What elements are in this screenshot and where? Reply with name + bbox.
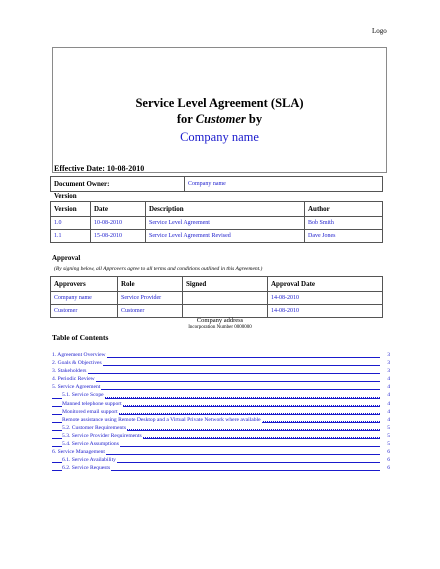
toc-entry-label: 5.2. Customer Requirements — [62, 424, 127, 431]
toc-entry[interactable] — [52, 359, 390, 367]
column-header: Approvers — [51, 277, 118, 292]
toc-page-number: 5 — [387, 424, 390, 431]
toc-entry-label: Manned telephone support — [62, 400, 122, 407]
toc-leader — [52, 373, 380, 374]
column-header: Signed — [183, 277, 268, 292]
column-header: Author — [305, 202, 383, 217]
document-subtitle: for Customer by — [176, 112, 263, 126]
toc-page-number: 3 — [387, 352, 390, 358]
toc-entry[interactable] — [52, 464, 390, 472]
toc-entry-label: Remote assistance using Remote Desktop and a Virtual Private Network where available — [62, 416, 261, 423]
version-heading: Version — [54, 192, 77, 200]
table-cell[interactable]: 14-08-2010 — [268, 292, 383, 305]
toc-entry-label: 5.1. Service Scope — [62, 392, 104, 399]
document-title: Service Level Agreement (SLA) — [135, 96, 304, 110]
toc-leader — [52, 381, 380, 382]
toc-entry-label: 1. Agreement Overview — [52, 352, 106, 358]
table-cell[interactable]: Service Provider — [118, 292, 183, 305]
table-cell[interactable]: 1.1 — [51, 230, 91, 243]
toc-entry-label: 5.3. Service Provider Requirements — [62, 432, 142, 439]
effective-date: Effective Date: 10-08-2010 — [54, 164, 145, 173]
toc-entry-label: 2. Goals & Objectives — [52, 360, 102, 367]
toc-page-number: 4 — [387, 384, 390, 391]
toc-entry-label: 6. Service Management — [52, 449, 105, 456]
table-cell[interactable]: Bob Smith — [305, 217, 383, 230]
toc-page-number: 5 — [387, 441, 390, 448]
owner-label: Document Owner: — [51, 177, 185, 192]
table-header-row — [51, 202, 383, 217]
column-header: Version — [51, 202, 91, 217]
toc-entry[interactable] — [52, 351, 390, 359]
toc-entry[interactable] — [52, 448, 390, 456]
toc-entry[interactable] — [52, 367, 390, 375]
table-row — [51, 177, 383, 192]
toc-entry[interactable] — [52, 408, 390, 416]
column-header: Description — [146, 202, 305, 217]
table-row — [51, 230, 383, 243]
toc-entry[interactable] — [52, 424, 390, 432]
toc-page-number: 3 — [387, 368, 390, 375]
toc-entry[interactable] — [52, 400, 390, 408]
owner-value[interactable]: Company name — [185, 177, 383, 192]
table-header-row — [51, 277, 383, 292]
document-owner-table — [50, 176, 383, 192]
toc-entry[interactable] — [52, 440, 390, 448]
table-row — [51, 292, 383, 305]
toc-entry-label: 4. Periodic Review — [52, 376, 95, 383]
toc-page-number: 6 — [387, 449, 390, 456]
toc-page-number: 4 — [387, 392, 390, 399]
toc-page-number: 6 — [387, 465, 390, 472]
toc-entry-label: 6.2. Service Requests — [62, 465, 111, 472]
toc-page-number: 4 — [387, 376, 390, 383]
toc-page-number: 6 — [387, 457, 390, 464]
toc-entry[interactable] — [52, 456, 390, 464]
toc-page-number: 5 — [387, 432, 390, 439]
incorporation-number: Incorporation Number 0000000 — [188, 325, 252, 330]
table-cell[interactable]: 14-08-2010 — [268, 305, 383, 318]
table-cell[interactable]: Service Level Agreement — [146, 217, 305, 230]
table-cell[interactable]: 1.0 — [51, 217, 91, 230]
column-header: Date — [91, 202, 146, 217]
approval-heading: Approval — [52, 254, 81, 262]
toc-entry[interactable] — [52, 375, 390, 383]
table-row — [51, 217, 383, 230]
title-box — [52, 47, 387, 173]
toc-entry[interactable] — [52, 432, 390, 440]
toc-entry-label: 5. Service Agreement — [52, 384, 101, 391]
toc-entry-label: 5.4. Service Assumptions — [62, 441, 119, 448]
company-address: Company address — [196, 317, 244, 324]
toc-title: Table of Contents — [52, 333, 109, 342]
table-row — [51, 305, 383, 318]
toc-entry[interactable] — [52, 416, 390, 424]
table-cell[interactable]: 15-08-2010 — [91, 230, 146, 243]
table-cell[interactable]: Company name — [51, 292, 118, 305]
table-cell[interactable]: Customer — [118, 305, 183, 318]
toc-leader — [62, 397, 380, 398]
table-cell[interactable]: Service Level Agreement Revised — [146, 230, 305, 243]
toc-entry[interactable] — [52, 391, 390, 399]
toc-page-number: 4 — [387, 408, 390, 415]
column-header: Role — [118, 277, 183, 292]
approval-note: (By signing below, all Approvers agree to all terms and conditions outlined in this Agreement.) — [54, 266, 263, 272]
toc-entry-label: Monitored email support — [62, 408, 118, 415]
toc-page-number: 4 — [387, 400, 390, 407]
table-cell[interactable]: Dave Jones — [305, 230, 383, 243]
table-cell[interactable]: Customer — [51, 305, 118, 318]
signature-cell[interactable] — [183, 292, 268, 305]
toc-entry[interactable] — [52, 383, 390, 391]
approval-table — [50, 276, 383, 318]
signature-cell[interactable] — [183, 305, 268, 318]
column-header: Approval Date — [268, 277, 383, 292]
logo-text: Logo — [372, 27, 387, 35]
table-of-contents — [52, 351, 390, 472]
toc-page-number: 3 — [387, 360, 390, 367]
toc-page-number: 4 — [387, 416, 390, 423]
company-name: Company name — [180, 130, 259, 144]
toc-entry-label: 6.1. Service Availability — [62, 457, 116, 464]
version-table — [50, 201, 383, 243]
toc-entry-label: 3. Stakeholders — [52, 368, 87, 375]
table-cell[interactable]: 10-08-2010 — [91, 217, 146, 230]
